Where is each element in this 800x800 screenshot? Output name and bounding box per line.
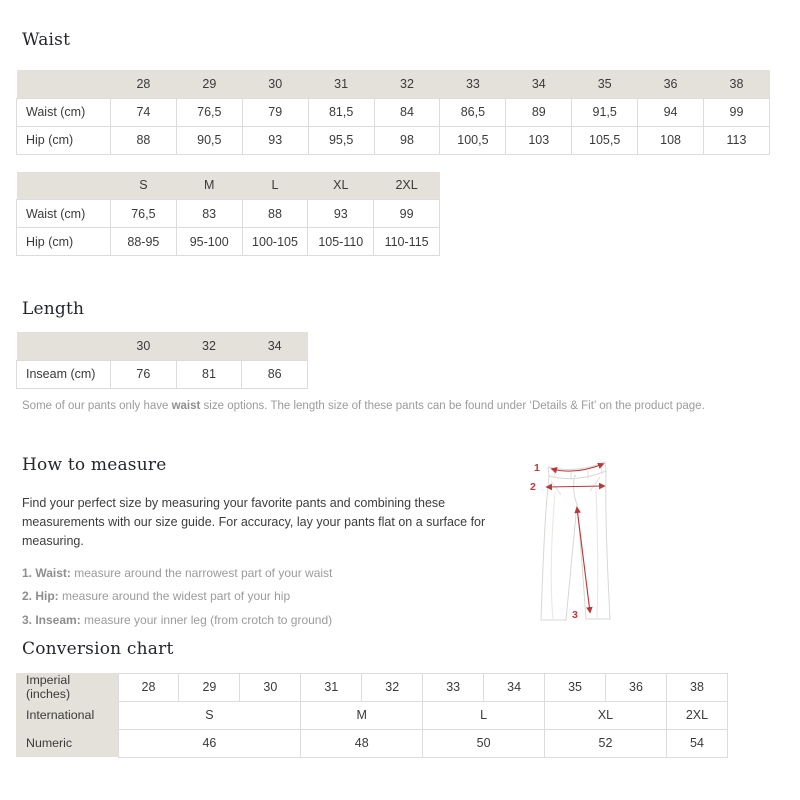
size-column-header: 31	[308, 70, 374, 98]
row-label-cell: Hip (cm)	[17, 126, 111, 154]
table-row	[17, 360, 308, 388]
marker-1-label: 1	[534, 461, 540, 474]
measure-step-text: measure around the widest part of your hip	[58, 589, 291, 604]
size-column-header: 29	[176, 70, 242, 98]
size-column-header: S	[111, 172, 177, 200]
size-value-cell: 95-100	[176, 228, 242, 256]
size-table-header-row	[17, 332, 308, 360]
note-text-bold: waist	[171, 399, 201, 412]
size-value-cell: 76	[111, 360, 177, 388]
size-value-cell: 94	[638, 98, 704, 126]
conversion-value-cell: XL	[545, 701, 667, 729]
table-corner-cell	[17, 332, 111, 360]
conversion-value-cell: S	[118, 701, 301, 729]
size-value-cell: 103	[506, 126, 572, 154]
table-row	[17, 228, 440, 256]
measure-step-text: measure around the narrowest part of your waist	[70, 565, 333, 580]
conversion-row	[16, 701, 728, 729]
conversion-value-cell: 33	[423, 673, 484, 701]
size-column-header: 34	[506, 70, 572, 98]
how-to-measure-section	[16, 455, 784, 637]
size-value-cell: 105,5	[572, 126, 638, 154]
size-value-cell: 76,5	[111, 200, 177, 228]
size-column-header: 36	[638, 70, 704, 98]
table-row	[17, 126, 770, 154]
measure-step-text: measure your inner leg (from crotch to ground)	[80, 612, 333, 627]
how-to-measure-title: How to measure	[22, 454, 167, 475]
waist-section-title: Waist	[22, 30, 71, 50]
measure-step-label: 2. Hip:	[22, 589, 59, 604]
inseam-measure-arrow	[577, 508, 590, 612]
size-table-header-row	[17, 172, 440, 200]
measure-step-label: 1. Waist:	[22, 565, 71, 580]
size-column-header: XL	[308, 172, 374, 200]
table-row	[17, 98, 770, 126]
size-column-header: M	[176, 172, 242, 200]
conversion-value-cell: 2XL	[666, 701, 727, 729]
size-value-cell: 110-115	[374, 228, 440, 256]
conversion-value-cell: 28	[118, 673, 179, 701]
size-column-header: 30	[242, 70, 308, 98]
conversion-value-cell: 46	[118, 729, 301, 757]
size-column-header: 34	[242, 332, 308, 360]
note-text-before: Some of our pants only have	[22, 399, 172, 412]
size-value-cell: 88	[111, 126, 177, 154]
size-value-cell: 99	[704, 98, 770, 126]
size-value-cell: 84	[374, 98, 440, 126]
measure-arrows	[547, 464, 604, 612]
size-column-header: L	[242, 172, 308, 200]
length-note	[22, 400, 784, 412]
size-value-cell: 93	[308, 200, 374, 228]
row-label-cell: Inseam (cm)	[17, 360, 111, 388]
conversion-value-cell: 29	[179, 673, 240, 701]
waist-section	[16, 30, 784, 256]
conversion-value-cell: 31	[301, 673, 362, 701]
size-column-header: 2XL	[374, 172, 440, 200]
size-value-cell: 95,5	[308, 126, 374, 154]
size-column-header: 30	[111, 332, 177, 360]
waist-inches-table	[16, 70, 770, 155]
size-value-cell: 74	[111, 98, 177, 126]
size-value-cell: 105-110	[308, 228, 374, 256]
size-value-cell: 81,5	[308, 98, 374, 126]
size-value-cell: 88-95	[111, 228, 177, 256]
conversion-value-cell: 36	[606, 673, 667, 701]
conversion-value-cell: L	[423, 701, 545, 729]
size-column-header: 28	[111, 70, 177, 98]
size-value-cell: 113	[704, 126, 770, 154]
measure-intro-text: Find your perfect size by measuring your favorite pants and combining these measurements with our size guide. For accuracy, lay your pants flat on a surface for measuring.	[22, 495, 486, 549]
size-value-cell: 88	[242, 200, 308, 228]
size-value-cell: 100-105	[242, 228, 308, 256]
conversion-value-cell: M	[301, 701, 423, 729]
size-value-cell: 81	[176, 360, 242, 388]
hip-measure-arrow	[547, 486, 604, 487]
size-value-cell: 91,5	[572, 98, 638, 126]
table-row	[17, 200, 440, 228]
size-value-cell: 108	[638, 126, 704, 154]
size-column-header: 32	[176, 332, 242, 360]
size-column-header: 32	[374, 70, 440, 98]
length-section	[16, 299, 784, 412]
conversion-table	[16, 673, 728, 758]
conversion-row-label: Numeric	[16, 729, 118, 757]
length-section-title: Length	[22, 299, 85, 319]
conversion-row	[16, 729, 728, 757]
conversion-value-cell: 50	[423, 729, 545, 757]
size-value-cell: 90,5	[176, 126, 242, 154]
conversion-value-cell: 48	[301, 729, 423, 757]
note-text-after: size options. The length size of these pants can be found under ‘Details & Fit’ on the product page.	[200, 399, 705, 412]
table-corner-cell	[17, 172, 111, 200]
measure-step	[22, 613, 784, 629]
waist-alpha-table	[16, 172, 440, 257]
conversion-value-cell: 52	[545, 729, 667, 757]
measure-step-label: 3. Inseam:	[22, 612, 81, 627]
size-column-header: 33	[440, 70, 506, 98]
conversion-value-cell: 38	[666, 673, 727, 701]
marker-3-label: 3	[572, 608, 578, 621]
row-label-cell: Waist (cm)	[17, 200, 111, 228]
conversion-value-cell: 54	[666, 729, 727, 757]
size-value-cell: 98	[374, 126, 440, 154]
conversion-row-label: International	[16, 701, 118, 729]
measure-steps-list	[22, 566, 784, 629]
row-label-cell: Hip (cm)	[17, 228, 111, 256]
size-value-cell: 86,5	[440, 98, 506, 126]
size-value-cell: 76,5	[176, 98, 242, 126]
row-label-cell: Waist (cm)	[17, 98, 111, 126]
conversion-value-cell: 35	[545, 673, 606, 701]
size-value-cell: 93	[242, 126, 308, 154]
measure-step	[22, 589, 784, 605]
conversion-section-title: Conversion chart	[22, 638, 174, 659]
size-value-cell: 89	[506, 98, 572, 126]
pants-measure-diagram	[528, 450, 612, 632]
length-table	[16, 332, 308, 389]
conversion-value-cell: 34	[484, 673, 545, 701]
conversion-row-label: Imperial (inches)	[16, 673, 118, 701]
pants-illustration-icon	[528, 450, 612, 632]
size-value-cell: 79	[242, 98, 308, 126]
conversion-value-cell: 30	[240, 673, 301, 701]
conversion-section	[16, 639, 784, 758]
size-value-cell: 86	[242, 360, 308, 388]
marker-2-label: 2	[530, 480, 536, 493]
size-value-cell: 83	[176, 200, 242, 228]
conversion-value-cell: 32	[362, 673, 423, 701]
size-column-header: 38	[704, 70, 770, 98]
size-table-header-row	[17, 70, 770, 98]
table-corner-cell	[17, 70, 111, 98]
size-value-cell: 100,5	[440, 126, 506, 154]
conversion-row	[16, 673, 728, 701]
size-column-header: 35	[572, 70, 638, 98]
size-value-cell: 99	[374, 200, 440, 228]
measure-step	[22, 566, 784, 582]
